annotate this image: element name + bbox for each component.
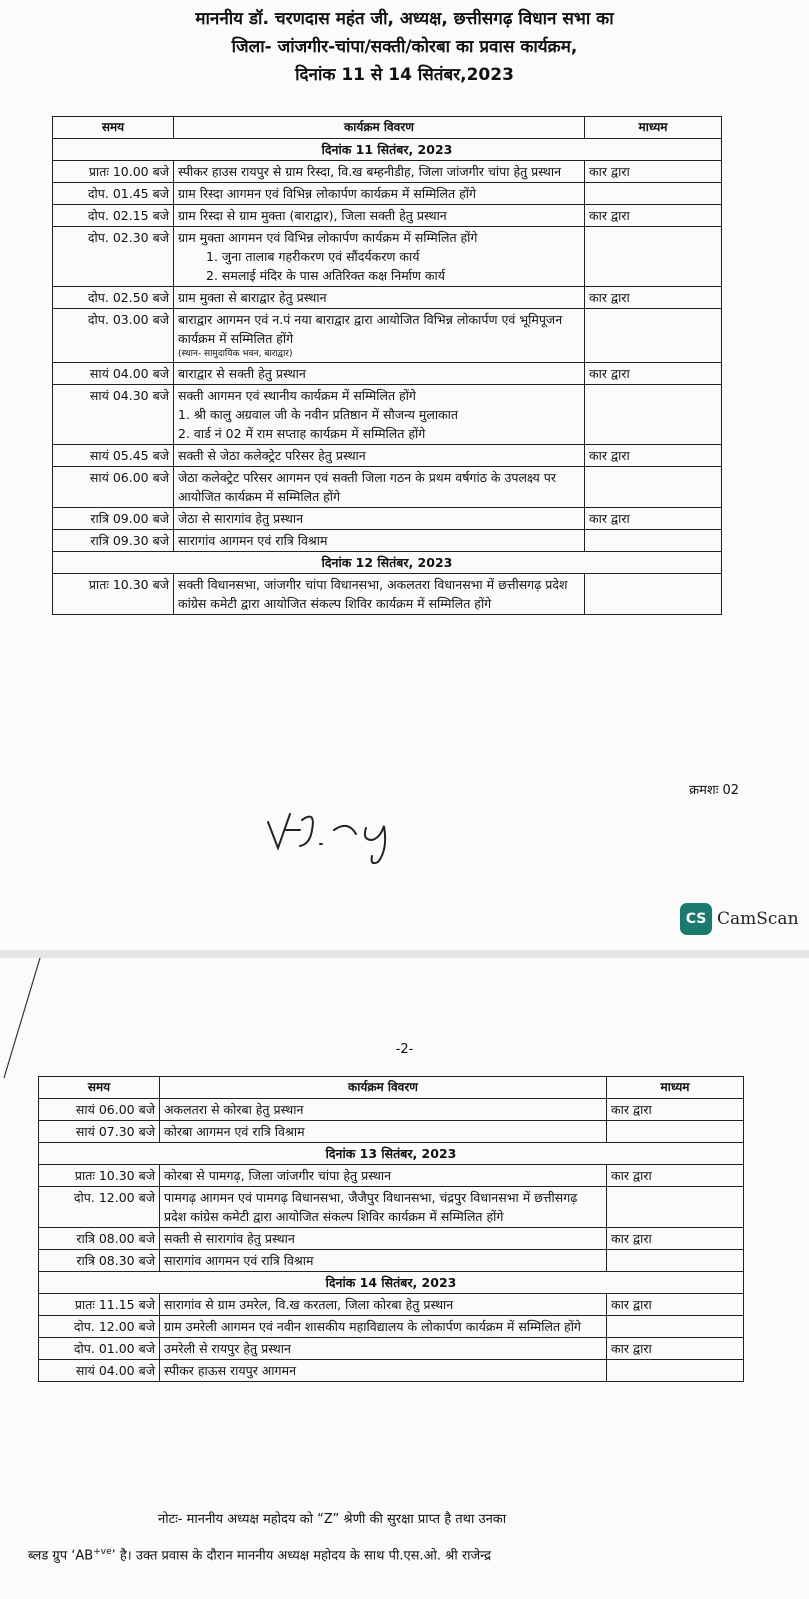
schedule-table-page1 [52, 116, 722, 615]
table-row [39, 1099, 744, 1121]
signature-image [260, 800, 460, 870]
row-medium [607, 1121, 744, 1143]
row-desc-block [174, 309, 585, 363]
row-medium [585, 309, 722, 363]
camscanner-logo: CS [680, 903, 712, 935]
row-desc: ग्राम रिस्दा आगमन एवं विभिन्न लोकार्पण कार्यक्रम में सम्मिलित होंगे [174, 183, 585, 205]
row-time: सायं 04.00 बजे [39, 1360, 160, 1382]
page-separator [0, 950, 809, 958]
table-row [39, 1187, 744, 1228]
table-row [53, 530, 722, 552]
title-line-2: जिला- जांजगीर-चांपा/सक्ती/कोरबा का प्रवास कार्यक्रम, [231, 37, 578, 57]
date-row-14: दिनांक 14 सितंबर, 2023 [39, 1272, 744, 1294]
row-medium [585, 227, 722, 287]
row-desc: उमरेली से रायपुर हेतु प्रस्थान [160, 1338, 607, 1360]
row-desc-block [174, 385, 585, 445]
title-line-3: दिनांक 11 से 14 सितंबर,2023 [295, 65, 514, 85]
row-time: प्रातः 10.30 बजे [53, 574, 174, 615]
row-desc: स्पीकर हाऊस रायपुर आगमन [160, 1360, 607, 1382]
row-time: दोप. 12.00 बजे [39, 1187, 160, 1228]
row-medium: कार द्वारा [607, 1099, 744, 1121]
header-desc: कार्यक्रम विवरण [174, 117, 585, 139]
table-row [39, 1228, 744, 1250]
note-line-2-end: ’ है। उक्त प्रवास के दौरान माननीय अध्यक्ष महोदय के साथ पी.एस.ओ. श्री राजेन्द्र [111, 1548, 492, 1564]
table-row [53, 205, 722, 227]
row-time: दोप. 02.15 बजे [53, 205, 174, 227]
page-number: -2- [395, 1042, 414, 1057]
header-medium: माध्यम [585, 117, 722, 139]
row-time: प्रातः 10.00 बजे [53, 161, 174, 183]
row-desc: सक्ती विधानसभा, जांजगीर चांपा विधानसभा, अकलतरा विधानसभा में छत्तीसगढ़ प्रदेश कांग्रेस कमेटी द्वारा आयोजित संकल्प शिविर कार्यक्रम में सम्मिलित होंगे [174, 574, 585, 615]
row-medium: कार द्वारा [585, 161, 722, 183]
row-desc: कोरबा से पामगढ़, जिला जांजगीर चांपा हेतु प्रस्थान [160, 1165, 607, 1187]
row-time: रात्रि 09.30 बजे [53, 530, 174, 552]
row-desc: बाराद्वार आगमन एवं न.पं नया बाराद्वार द्वारा आयोजित विभिन्न लोकार्पण एवं भूमिपूजन कार्यक्रम में सम्मिलित होंगे [178, 312, 563, 346]
row-time: रात्रि 08.00 बजे [39, 1228, 160, 1250]
row-desc: सक्ती से सारागांव हेतु प्रस्थान [160, 1228, 607, 1250]
table-row [53, 508, 722, 530]
row-medium [585, 467, 722, 508]
row-desc: जेठा कलेक्ट्रेट परिसर आगमन एवं सक्ती जिला गठन के प्रथम वर्षगांठ के उपलक्ष्य पर आयोजित कार्यक्रम में सम्मिलित होंगे [174, 467, 585, 508]
row-medium [585, 574, 722, 615]
sub-item: 2. समलाई मंदिर के पास अतिरिक्त कक्ष निर्माण कार्य [206, 268, 446, 283]
table-row [39, 1250, 744, 1272]
row-medium [607, 1360, 744, 1382]
table-row [39, 1294, 744, 1316]
row-medium: कार द्वारा [607, 1228, 744, 1250]
table-row [53, 161, 722, 183]
table-row [53, 309, 722, 363]
row-medium: कार द्वारा [585, 508, 722, 530]
row-medium: कार द्वारा [607, 1294, 744, 1316]
row-desc: पामगढ़ आगमन एवं पामगढ़ विधानसभा, जैजैपुर विधानसभा, चंद्रपुर विधानसभा में छत्तीसगढ़ प्रदेश कांग्रेस कमेटी द्वारा आयोजित संकल्प शिविर कार्यक्रम में सम्मिलित होंगे [160, 1187, 607, 1228]
row-medium: कार द्वारा [607, 1338, 744, 1360]
row-time: सायं 04.00 बजे [53, 363, 174, 385]
row-time: दोप. 02.50 बजे [53, 287, 174, 309]
row-medium: कार द्वारा [585, 363, 722, 385]
table-row [53, 467, 722, 508]
date-row-13: दिनांक 13 सितंबर, 2023 [39, 1143, 744, 1165]
table-row [53, 287, 722, 309]
row-medium: कार द्वारा [585, 205, 722, 227]
date-row-11: दिनांक 11 सितंबर, 2023 [53, 139, 722, 161]
title-line-1: माननीय डॉ. चरणदास महंत जी, अध्यक्ष, छत्तीसगढ़ विधान सभा का [195, 9, 614, 29]
row-desc-block [174, 227, 585, 287]
row-desc: ग्राम रिस्दा से ग्राम मुक्ता (बाराद्वार), जिला सक्ती हेतु प्रस्थान [174, 205, 585, 227]
note-line-2-start: ब्लड ग्रुप ‘AB [28, 1548, 94, 1564]
table-row [53, 445, 722, 467]
camscanner-watermark [680, 903, 799, 935]
row-medium [585, 385, 722, 445]
row-desc: अकलतरा से कोरबा हेतु प्रस्थान [160, 1099, 607, 1121]
row-time: सायं 04.30 बजे [53, 385, 174, 445]
row-time: दोप. 02.30 बजे [53, 227, 174, 287]
table-row [39, 1338, 744, 1360]
row-medium [585, 530, 722, 552]
sub-item: 1. जुना तालाब गहरीकरण एवं सौंदर्यकरण कार्य [206, 249, 420, 264]
row-time: रात्रि 09.00 बजे [53, 508, 174, 530]
table-row [39, 1316, 744, 1338]
continued-marker: क्रमशः 02 [689, 783, 739, 798]
row-desc: स्पीकर हाउस रायपुर से ग्राम रिस्दा, वि.ख बम्हनीडीह, जिला जांजगीर चांपा हेतु प्रस्थान [174, 161, 585, 183]
row-time: सायं 07.30 बजे [39, 1121, 160, 1143]
header-time: समय [39, 1077, 160, 1099]
header-time: समय [53, 117, 174, 139]
sub-item: 1. श्री कालु अग्रवाल जी के नवीन प्रतिष्ठान में सौजन्य मुलाकात [178, 407, 459, 422]
row-time: सायं 06.00 बजे [39, 1099, 160, 1121]
row-desc: ग्राम उमरेली आगमन एवं नवीन शासकीय महाविद्यालय के लोकार्पण कार्यक्रम में सम्मिलित होंगे [160, 1316, 607, 1338]
row-desc: सारागांव आगमन एवं रात्रि विश्राम [174, 530, 585, 552]
camscanner-text: CamScan [717, 909, 799, 929]
table-row [53, 183, 722, 205]
row-desc: ग्राम मुक्ता से बाराद्वार हेतु प्रस्थान [174, 287, 585, 309]
row-time: दोप. 03.00 बजे [53, 309, 174, 363]
row-desc: सारागांव आगमन एवं रात्रि विश्राम [160, 1250, 607, 1272]
scan-page-2 [0, 958, 809, 1599]
row-desc: जेठा से सारागांव हेतु प्रस्थान [174, 508, 585, 530]
table-row [53, 385, 722, 445]
header-medium: माध्यम [607, 1077, 744, 1099]
row-desc: कोरबा आगमन एवं रात्रि विश्राम [160, 1121, 607, 1143]
note-line-2 [28, 1540, 788, 1568]
table-row [39, 1165, 744, 1187]
venue-note: (स्थान- सामुदायिक भवन, बाराद्वार) [178, 349, 293, 359]
row-time: सायं 05.45 बजे [53, 445, 174, 467]
row-time: दोप. 01.00 बजे [39, 1338, 160, 1360]
row-medium: कार द्वारा [585, 445, 722, 467]
table-row [53, 363, 722, 385]
table-row [39, 1121, 744, 1143]
row-medium [607, 1316, 744, 1338]
table-row [53, 574, 722, 615]
table-row [53, 227, 722, 287]
row-medium [607, 1187, 744, 1228]
table-row [39, 1360, 744, 1382]
row-desc: सारागांव से ग्राम उमरेल, वि.ख करतला, जिला कोरबा हेतु प्रस्थान [160, 1294, 607, 1316]
header-desc: कार्यक्रम विवरण [160, 1077, 607, 1099]
schedule-table-page2 [38, 1076, 744, 1382]
note-line-1: नोटः- माननीय अध्यक्ष महोदय को “Z” श्रेणी की सुरक्षा प्राप्त है तथा उनका [158, 1512, 507, 1527]
date-row-12: दिनांक 12 सितंबर, 2023 [53, 552, 722, 574]
row-medium [585, 183, 722, 205]
row-time: सायं 06.00 बजे [53, 467, 174, 508]
row-time: दोप. 12.00 बजे [39, 1316, 160, 1338]
row-time: दोप. 01.45 बजे [53, 183, 174, 205]
row-desc: सक्ती आगमन एवं स्थानीय कार्यक्रम में सम्मिलित होंगे [178, 388, 416, 403]
note-blood-sup: +ve [93, 1547, 112, 1557]
sub-item: 2. वार्ड नं 02 में राम सप्ताह कार्यक्रम में सम्मिलित होंगे [178, 426, 426, 441]
row-time: प्रातः 11.15 बजे [39, 1294, 160, 1316]
row-medium: कार द्वारा [585, 287, 722, 309]
row-medium: कार द्वारा [607, 1165, 744, 1187]
row-medium [607, 1250, 744, 1272]
row-desc: बाराद्वार से सक्ती हेतु प्रस्थान [174, 363, 585, 385]
row-desc: ग्राम मुक्ता आगमन एवं विभिन्न लोकार्पण कार्यक्रम में सम्मिलित होंगे [178, 230, 478, 245]
row-time: रात्रि 08.30 बजे [39, 1250, 160, 1272]
row-desc: सक्ती से जेठा कलेक्ट्रेट परिसर हेतु प्रस्थान [174, 445, 585, 467]
row-time: प्रातः 10.30 बजे [39, 1165, 160, 1187]
